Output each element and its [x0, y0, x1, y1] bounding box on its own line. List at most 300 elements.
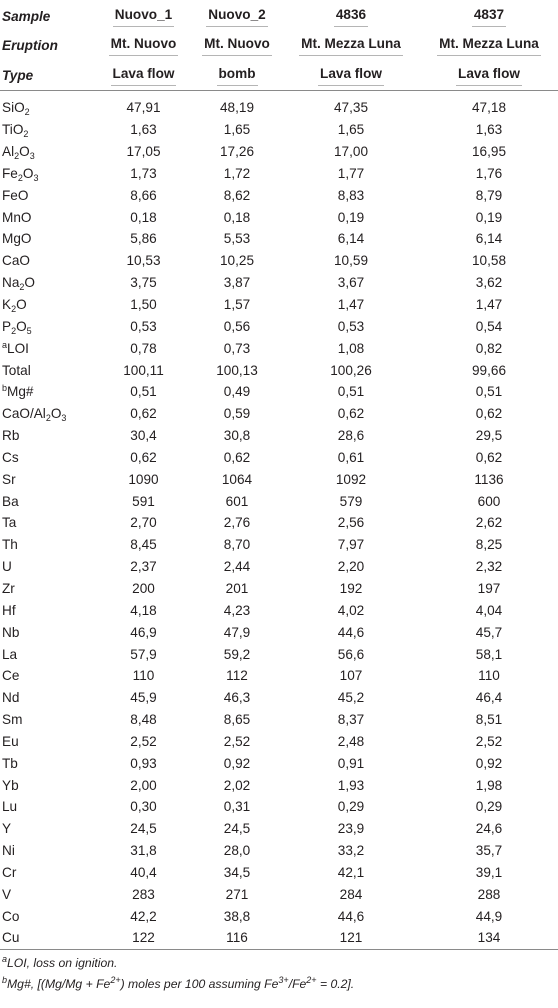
table-row	[0, 359, 558, 381]
row-label	[0, 883, 95, 905]
table-row	[0, 883, 558, 905]
value-cell: 1,50	[130, 297, 157, 313]
row-label-subscript: 2	[24, 107, 30, 118]
header-cell	[95, 0, 192, 31]
header-cell-text: Nuovo_2	[206, 6, 267, 27]
table-row	[0, 490, 558, 512]
value-cell: 2,70	[130, 515, 157, 531]
row-label-subscript: 3	[61, 413, 67, 424]
row-label-text: Ta	[2, 515, 17, 531]
value-cell: 2,32	[475, 559, 503, 575]
table-row	[0, 206, 558, 228]
value-cell: 1,63	[475, 122, 503, 138]
value-cell: 38,8	[223, 908, 251, 924]
row-label-subscript: 3	[29, 151, 35, 162]
header-cell	[282, 60, 420, 91]
header-cell-text: Lava flow	[456, 65, 522, 86]
row-label	[0, 774, 95, 796]
table-row	[0, 447, 558, 469]
row-label-text: Co	[2, 908, 20, 924]
row-label-text: Zr	[2, 580, 15, 596]
value-cell: 0,51	[130, 384, 157, 400]
row-label-text: Nd	[2, 690, 20, 706]
row-label-text: Th	[2, 537, 18, 553]
table-footnotes	[0, 950, 558, 995]
value-cell: 28,6	[337, 428, 365, 444]
table-row	[0, 621, 558, 643]
header-cell	[420, 31, 558, 60]
value-cell: 16,95	[471, 144, 507, 160]
value-cell: 47,9	[223, 624, 251, 640]
value-cell: 47,18	[471, 100, 507, 116]
value-cell: 4,18	[130, 602, 157, 618]
header-row	[0, 31, 558, 60]
table-row	[0, 337, 558, 359]
value-cell: 1090	[128, 471, 159, 487]
table-row	[0, 840, 558, 862]
footnote-a-text: LOI, loss on ignition.	[7, 955, 118, 970]
value-cell: 45,9	[130, 690, 157, 706]
value-cell: 33,2	[337, 843, 365, 859]
row-label	[0, 447, 95, 469]
row-label-text: Nb	[2, 624, 20, 640]
row-label-text: O	[50, 406, 62, 422]
row-label-subscript: 2	[11, 304, 17, 315]
header-row	[0, 0, 558, 31]
value-cell: 8,45	[130, 537, 157, 553]
row-label-text: TiO	[2, 122, 24, 138]
row-label-subscript: 3	[33, 172, 39, 183]
value-cell: 591	[132, 493, 155, 509]
value-cell: 4,02	[337, 602, 365, 618]
row-label-text: Hf	[2, 602, 16, 618]
value-cell: 0,62	[475, 449, 503, 465]
value-cell: 100,11	[123, 362, 164, 378]
value-cell: 2,62	[475, 515, 503, 531]
footnote-b-text: ) moles per 100 assuming Fe	[120, 976, 279, 991]
value-cell: 1064	[221, 471, 253, 487]
table-row	[0, 512, 558, 534]
value-cell: 0,59	[223, 406, 251, 422]
table-row	[0, 119, 558, 141]
value-cell: 600	[477, 493, 501, 509]
value-cell: 0,53	[337, 318, 365, 334]
header-cell-text: Lava flow	[318, 65, 384, 86]
table-row	[0, 709, 558, 731]
value-cell: 2,76	[223, 515, 251, 531]
row-label	[0, 184, 95, 206]
row-label-text: Sr	[2, 471, 16, 487]
value-cell: 0,49	[223, 384, 251, 400]
table-row	[0, 665, 558, 687]
value-cell: 0,29	[475, 799, 503, 815]
value-cell: 134	[420, 927, 558, 949]
value-cell: 0,51	[337, 384, 365, 400]
value-cell: 0,19	[337, 209, 365, 225]
row-label-text: CaO/Al	[2, 406, 46, 422]
value-cell: 8,25	[475, 537, 503, 553]
row-label-text: P	[2, 318, 12, 334]
header-cell	[282, 0, 420, 31]
row-label	[0, 709, 95, 731]
value-cell: 1,77	[337, 165, 365, 181]
row-label-text: MgO	[2, 231, 32, 247]
value-cell: 1,72	[223, 165, 251, 181]
header-cell	[282, 31, 420, 60]
row-label	[0, 556, 95, 578]
value-cell: 3,87	[223, 275, 251, 291]
row-label	[0, 905, 95, 927]
row-label	[0, 927, 95, 949]
value-cell: 3,75	[130, 275, 157, 291]
value-cell: 0,51	[475, 384, 503, 400]
row-label	[0, 206, 95, 228]
value-cell: 1,93	[337, 777, 365, 793]
value-cell: 1,47	[475, 297, 503, 313]
header-cell-text: Mt. Nuovo	[202, 35, 272, 56]
row-label	[0, 621, 95, 643]
value-cell: 8,65	[223, 712, 251, 728]
row-label-text: O	[22, 165, 34, 181]
table-row	[0, 141, 558, 163]
footnote-b-text: Mg#, [(Mg/Mg + Fe	[7, 976, 111, 991]
value-cell: 46,4	[475, 690, 503, 706]
value-cell: 48,19	[219, 100, 255, 116]
header-row	[0, 60, 558, 91]
value-cell: 0,78	[130, 340, 157, 356]
value-cell: 2,52	[130, 733, 157, 749]
table-row	[0, 927, 558, 949]
header-cell	[192, 60, 282, 91]
value-cell: 2,20	[337, 559, 365, 575]
footnote-b-superscript: 2+	[306, 974, 317, 985]
value-cell: 197	[477, 580, 501, 596]
table-row	[0, 862, 558, 884]
value-cell: 28,0	[223, 843, 251, 859]
value-cell: 29,5	[475, 428, 503, 444]
value-cell: 46,9	[130, 624, 157, 640]
row-label-text: O	[16, 318, 27, 334]
value-cell: 1,65	[223, 122, 251, 138]
row-label-text: K	[2, 297, 12, 313]
table-row	[0, 534, 558, 556]
table-row	[0, 315, 558, 337]
row-label-text: Sm	[2, 712, 23, 728]
value-cell: 40,4	[130, 864, 157, 880]
value-cell: 1,47	[337, 297, 365, 313]
value-cell: 3,62	[475, 275, 503, 291]
row-label-subscript: 2	[11, 325, 17, 336]
table-row	[0, 294, 558, 316]
table-row	[0, 228, 558, 250]
row-label-text: U	[2, 559, 12, 575]
value-cell: 122	[95, 927, 192, 949]
row-label	[0, 840, 95, 862]
row-label	[0, 315, 95, 337]
row-label-text: Total	[2, 362, 31, 378]
row-label-text: Cu	[2, 930, 20, 946]
value-cell: 6,14	[337, 231, 365, 247]
value-cell: 1,63	[130, 122, 157, 138]
row-label-text: Fe	[2, 165, 18, 181]
row-label-subscript: 5	[26, 325, 32, 336]
table-row	[0, 184, 558, 206]
row-label-subscript: 2	[19, 282, 25, 293]
row-label	[0, 796, 95, 818]
table-header	[0, 0, 558, 91]
value-cell: 0,92	[223, 755, 251, 771]
value-cell: 601	[225, 493, 249, 509]
value-cell: 42,1	[337, 864, 365, 880]
header-cell-text: Lava flow	[111, 65, 177, 86]
table-row	[0, 556, 558, 578]
value-cell: 116	[192, 927, 282, 949]
value-cell: 0,30	[130, 799, 157, 815]
row-label	[0, 468, 95, 490]
value-cell: 284	[339, 886, 363, 902]
value-cell: 31,8	[130, 843, 157, 859]
header-row-label: Sample	[2, 9, 51, 24]
table-row	[0, 643, 558, 665]
table-row	[0, 468, 558, 490]
footnote-b-text: /Fe	[288, 976, 307, 991]
value-cell: 8,66	[130, 187, 157, 203]
value-cell: 112	[226, 668, 248, 684]
value-cell: 0,62	[475, 406, 503, 422]
row-label-text: Y	[2, 821, 12, 837]
value-cell: 0,31	[223, 799, 251, 815]
row-label	[0, 250, 95, 272]
value-cell: 44,6	[337, 908, 365, 924]
value-cell: 17,05	[126, 144, 161, 160]
value-cell: 1,98	[475, 777, 503, 793]
value-cell: 58,1	[475, 646, 503, 662]
value-cell: 10,25	[219, 253, 255, 269]
value-cell: 107	[339, 668, 363, 684]
value-cell: 0,92	[475, 755, 503, 771]
value-cell: 2,48	[337, 733, 365, 749]
value-cell: 8,37	[337, 712, 365, 728]
value-cell: 1092	[335, 471, 367, 487]
row-label	[0, 163, 95, 185]
value-cell: 24,5	[223, 821, 251, 837]
table-row	[0, 250, 558, 272]
row-label-text: Ba	[2, 493, 19, 509]
row-label-text: La	[2, 646, 18, 662]
header-cell	[420, 0, 558, 31]
value-cell: 4,23	[223, 602, 251, 618]
value-cell: 5,86	[130, 231, 157, 247]
footnote-a	[2, 953, 558, 974]
value-cell: 0,62	[337, 406, 365, 422]
value-cell: 1,65	[337, 122, 365, 138]
value-cell: 17,26	[219, 144, 255, 160]
row-label	[0, 578, 95, 600]
value-cell: 59,2	[223, 646, 251, 662]
table-row	[0, 272, 558, 294]
value-cell: 1136	[474, 471, 504, 487]
footnote-b-mark: b	[2, 974, 8, 985]
value-cell: 0,18	[130, 209, 157, 225]
value-cell: 2,52	[475, 733, 503, 749]
header-cell-text: 4836	[334, 6, 368, 27]
row-label	[0, 687, 95, 709]
value-cell: 44,6	[337, 624, 365, 640]
value-cell: 56,6	[337, 646, 365, 662]
row-label-text: Lu	[2, 799, 18, 815]
value-cell: 0,62	[130, 449, 157, 465]
value-cell: 47,35	[333, 100, 369, 116]
header-cell-text: Mt. Mezza Luna	[437, 35, 541, 56]
row-label-text: O	[24, 275, 35, 291]
table-row	[0, 599, 558, 621]
row-label	[0, 97, 95, 119]
value-cell: 0,62	[130, 406, 157, 422]
row-label-text: Na	[2, 275, 20, 291]
value-cell: 100,13	[216, 362, 258, 378]
value-cell: 2,52	[223, 733, 251, 749]
footnote-b-superscript: 2+	[110, 974, 121, 985]
value-cell: 0,61	[337, 449, 365, 465]
footnote-b-superscript: 3+	[278, 974, 289, 985]
value-cell: 99,66	[471, 362, 507, 378]
row-label-text: CaO	[2, 253, 30, 269]
table-row	[0, 97, 558, 119]
value-cell: 23,9	[337, 821, 365, 837]
value-cell: 10,59	[333, 253, 369, 269]
value-cell: 2,56	[337, 515, 365, 531]
row-label	[0, 599, 95, 621]
value-cell: 35,7	[475, 843, 503, 859]
value-cell: 4,04	[475, 602, 503, 618]
row-label-text: Cs	[2, 449, 19, 465]
value-cell: 110	[478, 668, 500, 684]
table-row	[0, 687, 558, 709]
value-cell: 34,5	[223, 864, 251, 880]
value-cell: 3,67	[337, 275, 365, 291]
table-body	[0, 97, 558, 949]
value-cell: 57,9	[130, 646, 157, 662]
header-cell	[95, 31, 192, 60]
value-cell: 0,29	[337, 799, 365, 815]
value-cell: 0,54	[475, 318, 503, 334]
value-cell: 7,97	[337, 537, 365, 553]
table-row	[0, 818, 558, 840]
value-cell: 8,70	[223, 537, 251, 553]
value-cell: 2,37	[130, 559, 157, 575]
value-cell: 0,73	[223, 340, 251, 356]
value-cell: 200	[132, 580, 155, 596]
header-cell-text: Mt. Nuovo	[109, 35, 179, 56]
row-label	[0, 272, 95, 294]
value-cell: 44,9	[475, 908, 503, 924]
header-cell-text: bomb	[217, 65, 258, 86]
header-cell-text: Mt. Mezza Luna	[299, 35, 403, 56]
row-label	[0, 381, 95, 403]
value-cell: 8,79	[475, 187, 503, 203]
row-label-text: Mg#	[7, 384, 34, 400]
row-label	[0, 665, 95, 687]
table-row	[0, 774, 558, 796]
value-cell: 24,6	[475, 821, 503, 837]
row-label	[0, 359, 95, 381]
header-row-label: Type	[0, 60, 95, 91]
footnote-b	[2, 974, 558, 995]
header-cell-text: Nuovo_1	[113, 6, 174, 27]
row-label-text: Tb	[2, 755, 18, 771]
value-cell: 192	[339, 580, 363, 596]
row-label-subscript: 2	[45, 413, 51, 424]
table-row	[0, 905, 558, 927]
value-cell: 10,53	[126, 253, 161, 269]
row-label	[0, 534, 95, 556]
value-cell: 45,7	[475, 624, 503, 640]
row-label-text: FeO	[2, 187, 29, 203]
value-cell: 5,53	[223, 231, 251, 247]
table-row	[0, 752, 558, 774]
value-cell: 30,8	[223, 428, 251, 444]
table-row	[0, 796, 558, 818]
value-cell: 0,53	[130, 318, 157, 334]
header-cell	[192, 31, 282, 60]
row-label-text: Al	[2, 144, 15, 160]
row-label-footnote-mark: b	[2, 383, 8, 394]
table-row	[0, 578, 558, 600]
row-label	[0, 752, 95, 774]
row-label	[0, 228, 95, 250]
row-label-text: Cr	[2, 864, 17, 880]
row-label	[0, 294, 95, 316]
row-label-text: Yb	[2, 777, 19, 793]
value-cell: 288	[477, 886, 501, 902]
value-cell: 579	[339, 493, 363, 509]
value-cell: 8,48	[130, 712, 157, 728]
value-cell: 1,57	[223, 297, 251, 313]
row-label-text: Eu	[2, 733, 19, 749]
header-cell	[95, 60, 192, 91]
value-cell: 17,00	[333, 144, 369, 160]
value-cell: 45,2	[337, 690, 365, 706]
row-label-text: MnO	[2, 209, 32, 225]
row-label	[0, 643, 95, 665]
value-cell: 1,08	[337, 340, 365, 356]
value-cell: 42,2	[130, 908, 157, 924]
value-cell: 6,14	[475, 231, 503, 247]
value-cell: 0,82	[475, 340, 503, 356]
row-label-subscript: 2	[23, 129, 29, 140]
value-cell: 0,19	[475, 209, 503, 225]
value-cell: 0,91	[337, 755, 365, 771]
row-label-text: O	[19, 144, 30, 160]
table-row	[0, 425, 558, 447]
row-label	[0, 337, 95, 359]
table-row	[0, 163, 558, 185]
value-cell: 30,4	[130, 428, 157, 444]
row-label	[0, 119, 95, 141]
value-cell: 2,00	[130, 777, 157, 793]
value-cell: 121	[282, 927, 420, 949]
row-label	[0, 512, 95, 534]
value-cell: 1,76	[475, 165, 503, 181]
row-label	[0, 490, 95, 512]
row-label-text: LOI	[7, 340, 29, 356]
value-cell: 2,02	[223, 777, 251, 793]
value-cell: 47,91	[126, 100, 161, 116]
table-row	[0, 403, 558, 425]
header-cell	[420, 60, 558, 91]
row-label-subscript: 2	[14, 151, 20, 162]
value-cell: 271	[225, 886, 249, 902]
